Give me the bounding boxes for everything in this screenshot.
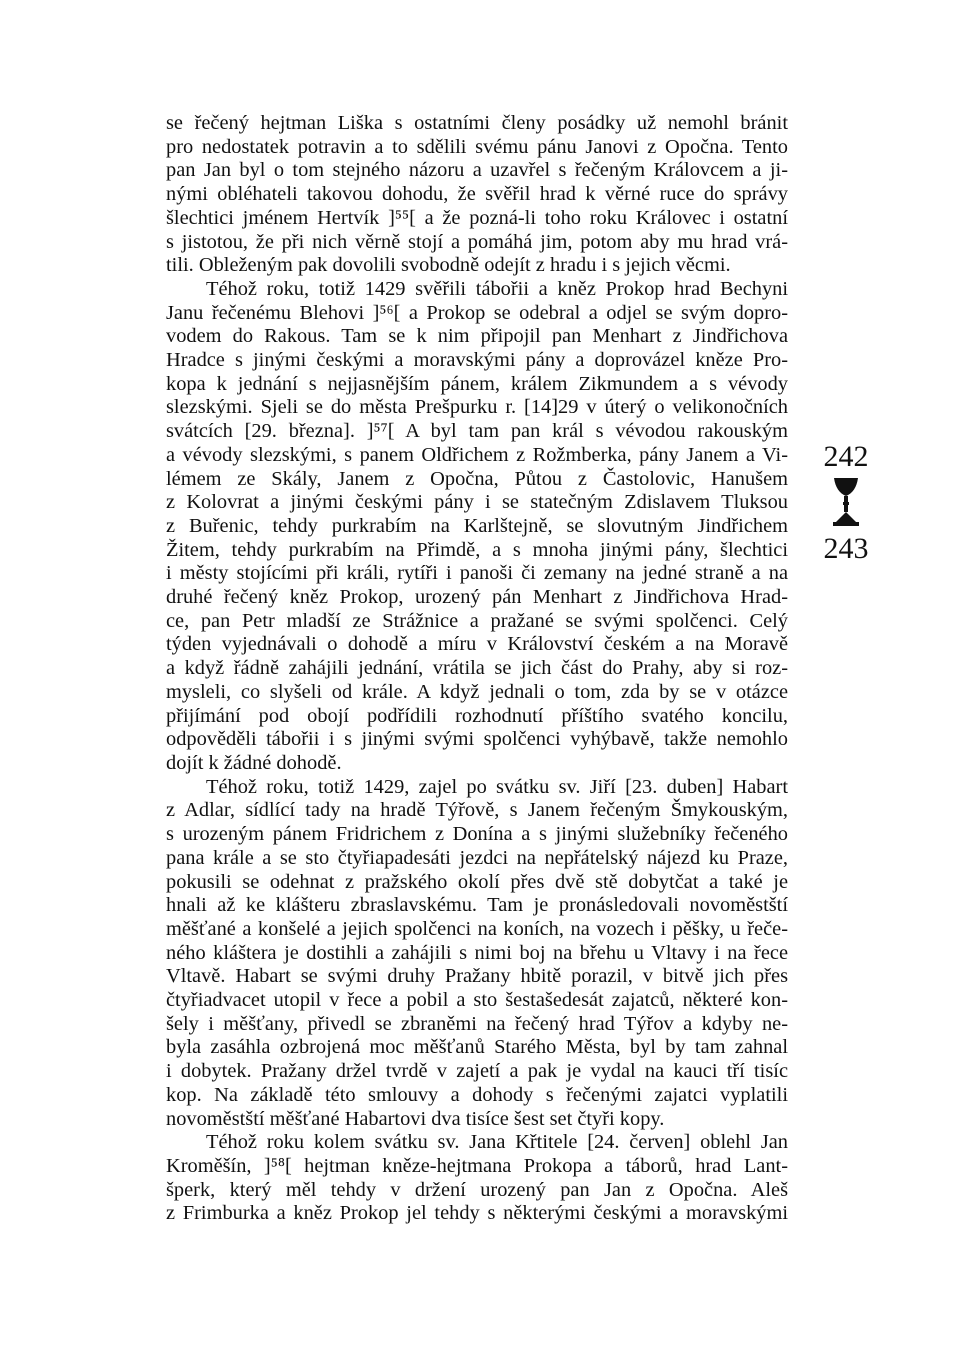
text-line: hnali až ke klášteru zbraslavskému. Tam je pronásledovali novoměstští — [166, 894, 788, 917]
text-line: čtyřiadvacet utopil v řece a pobil a sto šestašedesát zajatců, některé kon- — [166, 989, 788, 1012]
text-line: mysleli, co slyšeli od krále. A když jednali o tom, zda by se v otázce — [166, 680, 788, 703]
text-line: Žitem, tehdy purkrabím na Přimdě, a s mnoha jinými pány, šlechtici — [166, 538, 788, 561]
text-line: pro nedostatek potravin a to sdělili svému pánu Janovi z Opočna. Tento — [166, 135, 788, 158]
text-line: a vévody slezskými, s panem Oldřichem z Rožmberka, pány Janem a Vi- — [166, 443, 788, 466]
main-text — [166, 112, 788, 1226]
text-line: měšťané a konšelé a jejich spolčenci na koních, na vozech i pěšky, u řeče- — [166, 917, 788, 940]
text-line: Téhož roku kolem svátku sv. Jana Křtitele [24. červen] oblehl Jan — [206, 1131, 788, 1154]
text-line: týden vyjednávali o dohodě a míru v Království českém a na Moravě — [166, 633, 788, 656]
text-line: Téhož roku, totiž 1429, zajel po svátku sv. Jiří [23. duben] Habart — [206, 775, 788, 798]
text-line: Kroměšín, ]⁵⁸[ hejtman kněze-hejtmana Prokopa a táborů, hrad Lant- — [166, 1154, 788, 1177]
text-line: kop. Na základě této smlouvy a dohody s řečenými zajatci vyplatili — [166, 1083, 788, 1106]
text-line: pana krále a se sto čtyřiapadesáti jezdci na nepřátelský nájezd ku Praze, — [166, 846, 788, 869]
text-line: byla zasáhla ozbrojená moc měšťanů Starého Města, byl by tam zahnal — [166, 1036, 788, 1059]
text-line: Vltavě. Habart se svými druhy Pražany hbitě porazil, v bitvě jich přes — [166, 965, 788, 988]
text-line: vodem do Rakous. Tam se k nim připojil pan Menhart z Jindřichova — [166, 325, 788, 348]
text-line: s urozeným pánem Fridrichem z Donína a s jinými služebníky řečeného — [166, 823, 788, 846]
text-line: a když řádně zahájili jednání, vrátila se jich část do Prahy, aby si roz- — [166, 657, 788, 680]
text-line: šperk, který měl tehdy v držení urozený pan Jan z Opočna. Aleš — [166, 1178, 788, 1201]
text-line: z Kolovrat a jinými českými pány i se statečným Zdislavem Tluksou — [166, 491, 788, 514]
text-line: šlechtici jménem Hertvík ]⁵⁵[ a že pozná-li toho roku Královec i ostatní — [166, 206, 788, 229]
page-number-left: 242 — [823, 440, 869, 473]
text-line: pan Jan byl o tom stejného názoru a uzavřel s řečeným Královcem a ji- — [166, 159, 788, 182]
text-line: z Frimburka a kněz Prokop jel tehdy s některými českými a moravskými — [166, 1202, 788, 1225]
text-line: ného kláštera je dostihli a zahájili s nimi boj na břehu u Vltavy i na řece — [166, 941, 788, 964]
text-line: přijímání pod obojí podřídili rozhodnutí příštího svatého koncilu, — [166, 704, 788, 727]
text-line: kopa k jednání s nejjasnějším pánem, králem Zikmundem a s vévody — [166, 372, 788, 395]
text-line: pokusili se odehnat z pražského okolí přes dvě stě dobytčat a také je — [166, 870, 788, 893]
text-line: odpověděli tábořii i s jinými svými spolčenci vyhýbavě, takže nemohlo — [166, 728, 788, 751]
text-line: i městy stojícími při králi, rytíři i panoši či zemany na jedné straně a na — [166, 562, 788, 585]
text-line: Téhož roku, totiž 1429 svěřili tábořii a kněz Prokop hrad Bechyni — [206, 277, 788, 300]
chalice-icon — [832, 476, 860, 528]
text-line: lémem ze Skály, Janem z Opočna, Půtou z Častolovic, Hanušem — [166, 467, 788, 490]
page-number-right: 243 — [823, 532, 869, 565]
margin-page-marker — [806, 440, 886, 566]
text-line: druhé řečený kněz Prokop, urozený pán Menhart z Jindřichova Hrad- — [166, 586, 788, 609]
text-line: s jistotou, že při nich věrně stojí a pomáhá jim, potom aby mu hrad vrá- — [166, 230, 788, 253]
text-line: ce, pan Petr mladší ze Strážnice a pražané se svými spolčenci. Celý — [166, 609, 788, 632]
text-line: svátcích [29. března]. ]⁵⁷[ A byl tam pan král s vévodou rakouským — [166, 420, 788, 443]
text-line: novoměstští měšťané Habartovi dva tisíce šest set čtyři kopy. — [166, 1107, 665, 1130]
text-line: Janu řečenému Blehovi ]⁵⁶[ a Prokop se odebral a odjel se svým dopro- — [166, 301, 788, 324]
text-line: šely i měšťany, přivedl se zbraněmi na řečený hrad Týřov a kdyby ne- — [166, 1012, 788, 1035]
text-line: dojít k žádné dohodě. — [166, 751, 342, 774]
text-line: i dobytek. Pražany držel tvrdě v zajetí a pak je vydal na kauci tří tisíc — [166, 1060, 788, 1083]
text-line: z Buřenic, tehdy purkrabím na Karlštejně, se slovutným Jindřichem — [166, 514, 788, 537]
text-line: se řečený hejtman Liška s ostatními členy posádky už nemohl bránit — [166, 112, 788, 134]
text-line: slezskými. Sjeli se do města Prešpurku r. [14]29 v úterý o velikonočních — [166, 396, 788, 419]
text-line: tili. Obleženým pak dovolili svobodně odejít z hradu i s jejich věcmi. — [166, 254, 731, 277]
text-line: z Adlar, sídlící tady na hradě Týřově, s Janem řečeným Šmykouským, — [166, 799, 788, 822]
text-line: nými obléhateli takovou dohodu, že svěřil hrad k věrné ruce do správy — [166, 183, 788, 206]
text-line: Hradce s jinými českými a moravskými pány a doprovázel kněze Pro- — [166, 349, 788, 372]
